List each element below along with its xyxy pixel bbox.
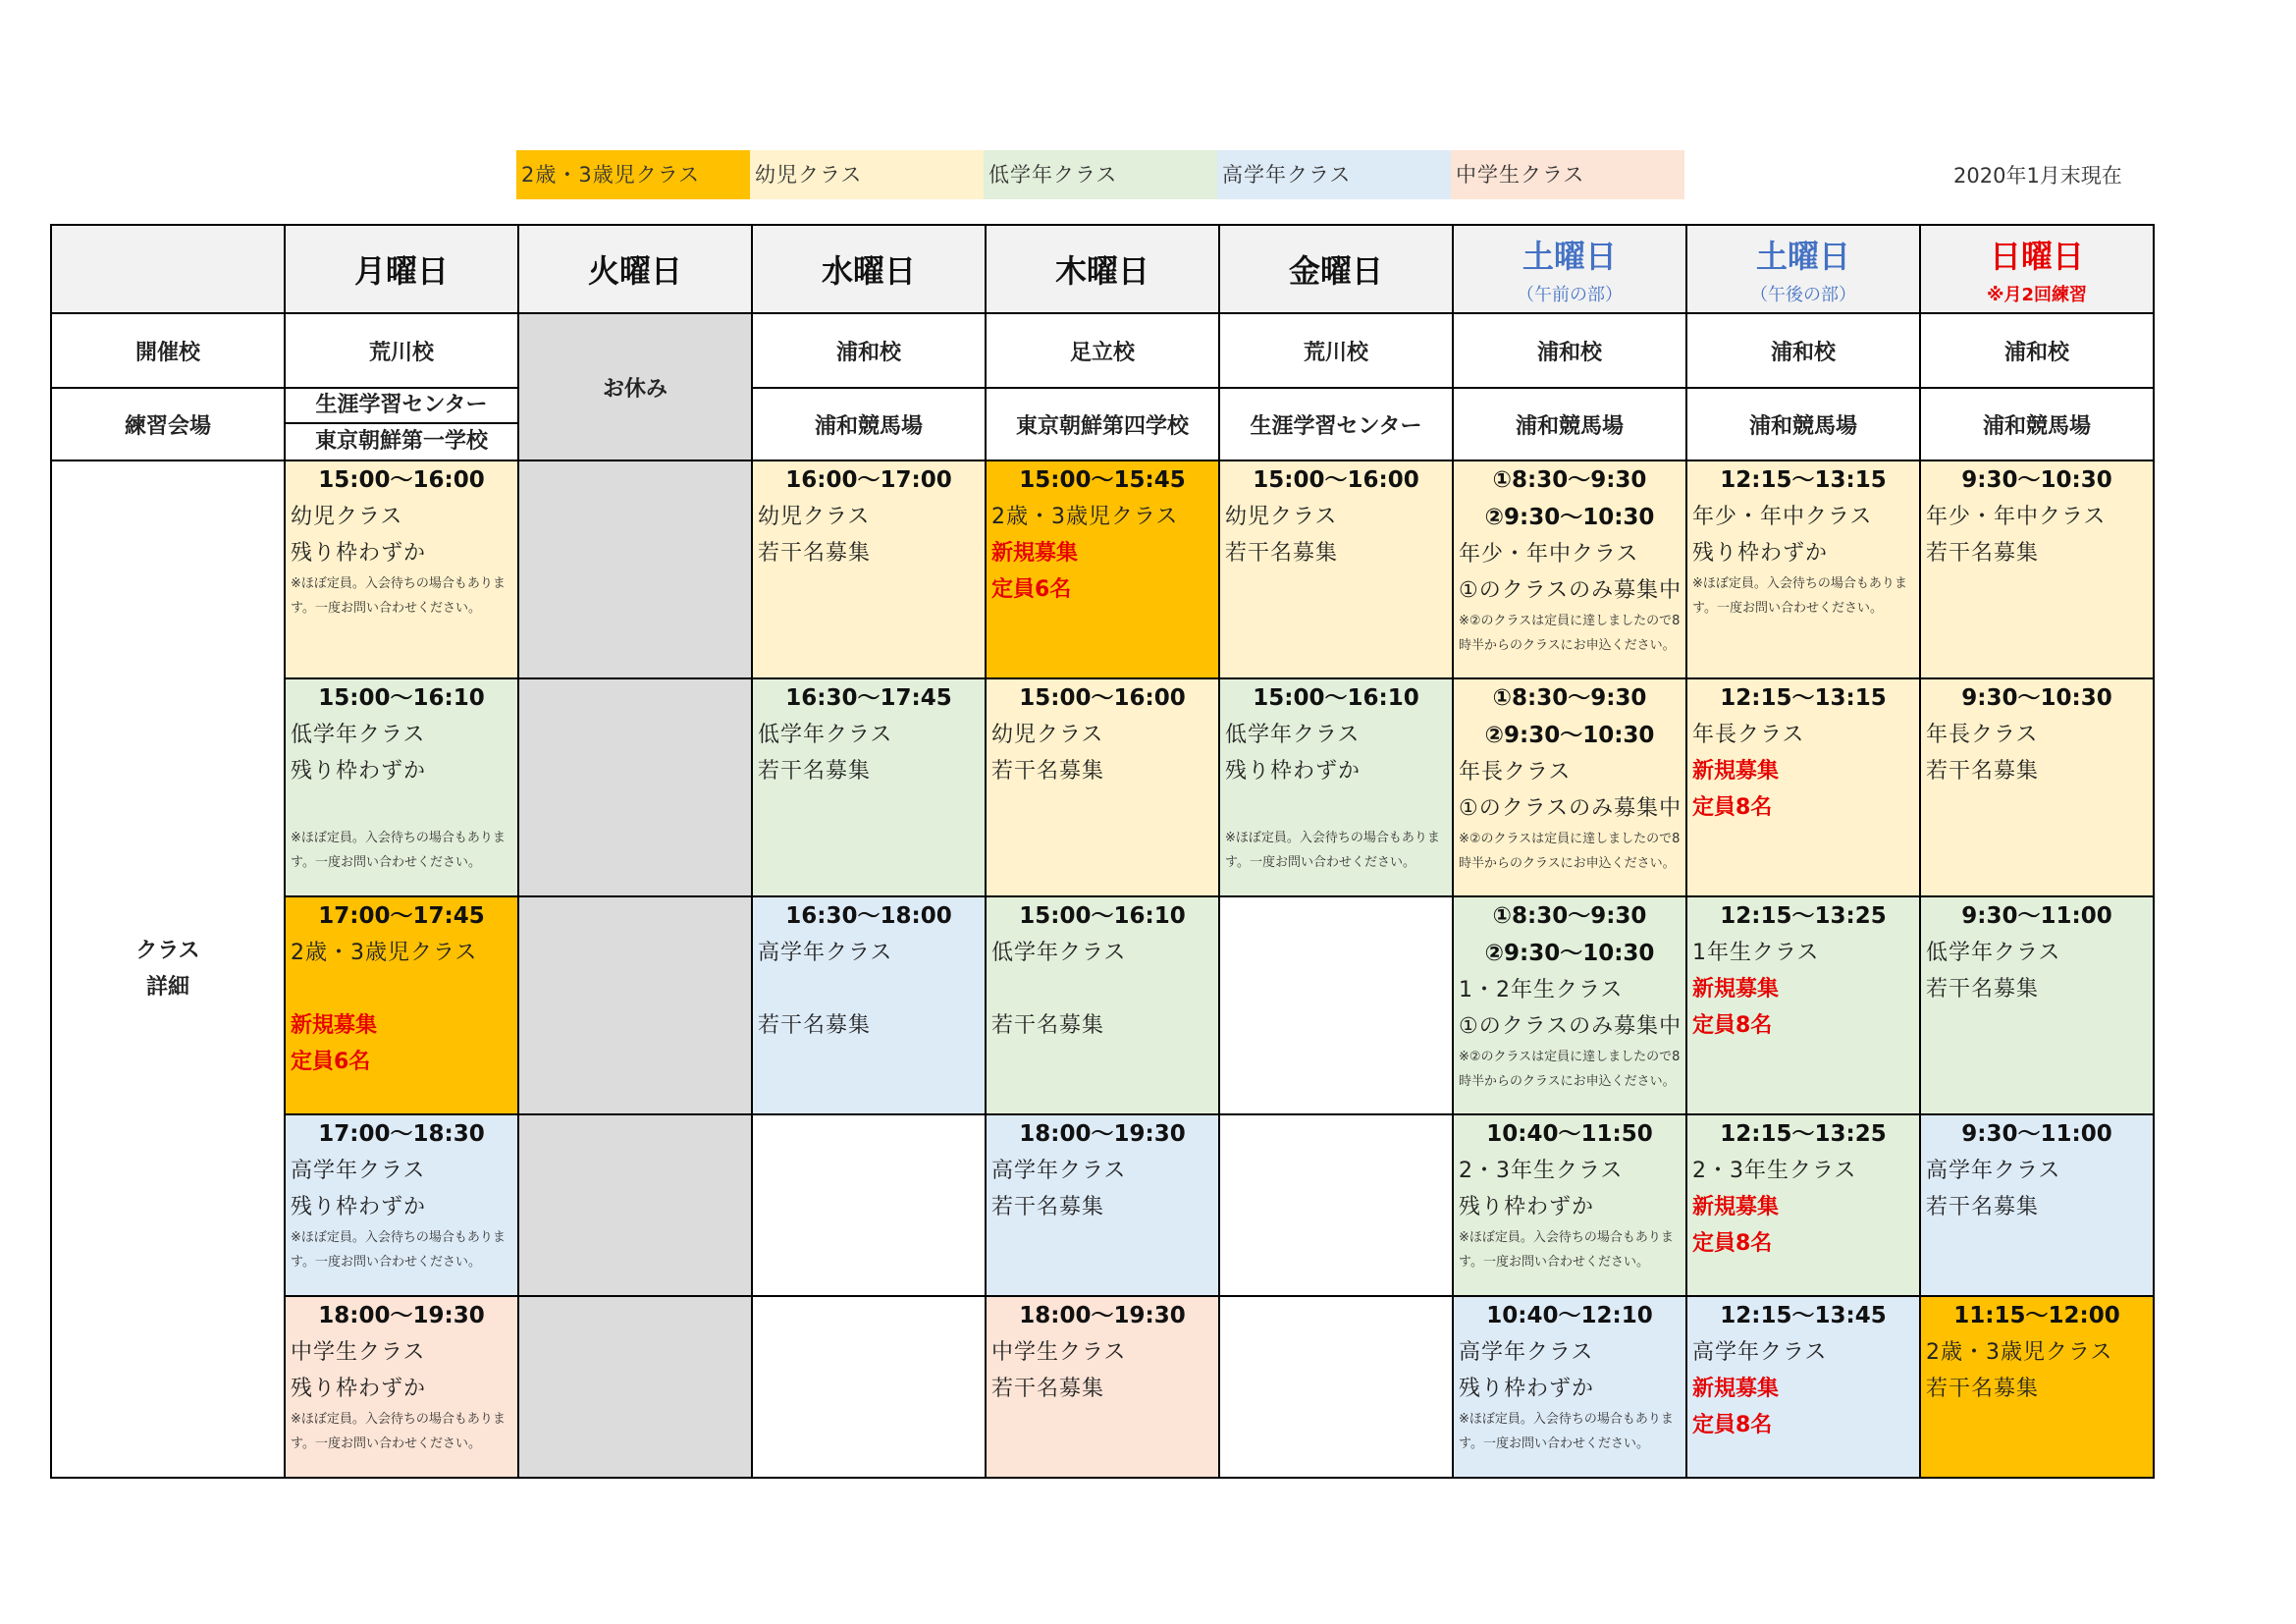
class-cell-mon-1 <box>285 460 518 678</box>
school-sat-pm: 浦和校 <box>1686 313 1920 388</box>
school-fri: 荒川校 <box>1219 313 1453 388</box>
legend-item-toddler: 2歳・3歳児クラス <box>516 150 750 199</box>
class-status: 若干名募集 <box>758 541 872 566</box>
venue-sun: 浦和競馬場 <box>1920 388 2154 460</box>
class-new-recruit: 新規募集 <box>1692 1377 1780 1401</box>
class-name: 高学年クラス <box>1926 1159 2061 1183</box>
class-name: 幼児クラス <box>991 723 1104 747</box>
class-new-recruit: 新規募集 <box>1692 1195 1780 1219</box>
class-name: 高学年クラス <box>1459 1340 1594 1365</box>
class-status: 若干名募集 <box>991 1013 1105 1038</box>
school-sun: 浦和校 <box>1920 313 2154 388</box>
class-cell-sun-5 <box>1920 1296 2154 1478</box>
class-row-1 <box>51 460 2154 678</box>
day-header-row <box>51 225 2154 313</box>
day-name: 火曜日 <box>587 252 682 290</box>
class-cell-sat-am-5 <box>1453 1296 1686 1478</box>
school-wed: 浦和校 <box>752 313 986 388</box>
venue-row <box>51 388 2154 460</box>
day-name: 木曜日 <box>1054 252 1149 290</box>
class-cell-sat-am-2 <box>1453 678 1686 896</box>
class-name: 低学年クラス <box>291 723 426 747</box>
venue-mon <box>285 388 518 460</box>
class-status: 残り枠わずか <box>1225 759 1362 784</box>
class-name: 年長クラス <box>1926 723 2039 747</box>
day-name: 金曜日 <box>1288 252 1383 290</box>
class-status: 若干名募集 <box>1926 541 2040 566</box>
class-new-recruit: 新規募集 <box>991 541 1079 566</box>
class-status: 残り枠わずか <box>291 759 427 784</box>
header-corner <box>51 225 285 313</box>
class-status: 残り枠わずか <box>1692 541 1829 566</box>
venue-mon-2: 東京朝鮮第一学校 <box>314 429 488 454</box>
class-cell-sat-am-1 <box>1453 460 1686 678</box>
class-note: ※ほぼ定員。入会待ちの場合もあります。一度お問い合わせください。 <box>1459 1412 1674 1451</box>
class-capacity: 定員8名 <box>1692 1013 1773 1038</box>
class-time: 15:00〜16:10 <box>1019 903 1186 929</box>
class-name: 年少・年中クラス <box>1692 505 1873 529</box>
class-name: 1年生クラス <box>1692 941 1820 965</box>
class-name: 中学生クラス <box>991 1340 1127 1365</box>
day-header-tue <box>518 225 752 313</box>
legend-item-lower-grade: 低学年クラス <box>984 150 1217 199</box>
class-status: 若干名募集 <box>991 759 1105 784</box>
row-label-class-detail <box>51 460 285 1478</box>
class-capacity: 定員6名 <box>991 577 1072 602</box>
weekly-class-schedule <box>50 224 2155 1479</box>
class-cell-fri-5 <box>1219 1296 1453 1478</box>
class-cell-tue-5 <box>518 1296 752 1478</box>
day-name: 土曜日 <box>1755 238 1850 275</box>
class-cell-sat-pm-3 <box>1686 896 1920 1114</box>
class-status: 若干名募集 <box>758 759 872 784</box>
class-time-2: ②9:30〜10:30 <box>1484 505 1655 530</box>
class-status: 若干名募集 <box>991 1377 1105 1401</box>
class-time: 11:15〜12:00 <box>1953 1303 2120 1328</box>
class-time: 15:00〜16:10 <box>318 685 485 711</box>
day-header-thu <box>986 225 1219 313</box>
class-cell-wed-4 <box>752 1114 986 1296</box>
class-cell-sat-pm-1 <box>1686 460 1920 678</box>
class-time: 15:00〜16:00 <box>318 467 485 493</box>
class-name: 2・3年生クラス <box>1459 1159 1624 1183</box>
class-status: 若干名募集 <box>1225 541 1339 566</box>
class-time: 9:30〜10:30 <box>1961 685 2112 711</box>
class-status: 残り枠わずか <box>291 1377 427 1401</box>
class-note: ※ほぼ定員。入会待ちの場合もあります。一度お問い合わせください。 <box>291 831 506 870</box>
class-name: 低学年クラス <box>758 723 893 747</box>
class-name: 高学年クラス <box>291 1159 426 1183</box>
row-label-class: クラス <box>135 939 200 963</box>
venue-fri: 生涯学習センター <box>1219 388 1453 460</box>
class-name: 2歳・3歳児クラス <box>991 505 1179 529</box>
legend-item-infant: 幼児クラス <box>750 150 984 199</box>
class-time: 9:30〜10:30 <box>1961 467 2112 493</box>
class-time: 18:00〜19:30 <box>1019 1303 1186 1328</box>
class-cell-wed-2 <box>752 678 986 896</box>
class-name: 幼児クラス <box>1225 505 1338 529</box>
class-name: 2・3年生クラス <box>1692 1159 1857 1183</box>
class-note: ※ほぼ定員。入会待ちの場合もあります。一度お問い合わせください。 <box>1692 576 1907 616</box>
class-status: 若干名募集 <box>1926 1377 2040 1401</box>
class-capacity: 定員6名 <box>291 1050 371 1074</box>
class-new-recruit: 新規募集 <box>291 1013 378 1038</box>
day-header-sat-am <box>1453 225 1686 313</box>
class-cell-thu-3 <box>986 896 1219 1114</box>
school-row <box>51 313 2154 388</box>
row-label-school: 開催校 <box>51 313 285 388</box>
class-time: 18:00〜19:30 <box>318 1303 485 1328</box>
class-new-recruit: 新規募集 <box>1692 977 1780 1001</box>
class-status: 残り枠わずか <box>1459 1195 1595 1219</box>
class-cell-mon-5 <box>285 1296 518 1478</box>
class-status: 若干名募集 <box>1926 759 2040 784</box>
school-sat-am: 浦和校 <box>1453 313 1686 388</box>
class-row-4 <box>51 1114 2154 1296</box>
class-capacity: 定員8名 <box>1692 1231 1773 1256</box>
class-note: ※ほぼ定員。入会待ちの場合もあります。一度お問い合わせください。 <box>291 576 506 616</box>
day-sub: （午前の部） <box>1517 285 1623 305</box>
venue-thu: 東京朝鮮第四学校 <box>986 388 1219 460</box>
class-note: ※ほぼ定員。入会待ちの場合もあります。一度お問い合わせください。 <box>291 1412 506 1451</box>
class-row-2 <box>51 678 2154 896</box>
class-name: 年長クラス <box>1459 760 1572 785</box>
class-time: 18:00〜19:30 <box>1019 1121 1186 1147</box>
class-status: 若干名募集 <box>1926 1195 2040 1219</box>
as-of-date: 2020年1月末現在 <box>1953 164 2122 188</box>
legend-item-junior-high: 中学生クラス <box>1451 150 1684 199</box>
row-label-venue: 練習会場 <box>51 388 285 460</box>
class-time: 12:15〜13:15 <box>1720 685 1887 711</box>
class-cell-tue-2 <box>518 678 752 896</box>
class-status: 残り枠わずか <box>1459 1377 1595 1401</box>
venue-sat-am: 浦和競馬場 <box>1453 388 1686 460</box>
class-cell-sat-am-4 <box>1453 1114 1686 1296</box>
class-cell-sun-2 <box>1920 678 2154 896</box>
class-cell-thu-4 <box>986 1114 1219 1296</box>
class-color-legend <box>516 150 1684 199</box>
class-new-recruit: 新規募集 <box>1692 759 1780 784</box>
class-cell-sat-pm-5 <box>1686 1296 1920 1478</box>
tuesday-closed: お休み <box>518 313 752 460</box>
class-cell-sun-4 <box>1920 1114 2154 1296</box>
class-note: ※ほぼ定員。入会待ちの場合もあります。一度お問い合わせください。 <box>291 1230 506 1270</box>
school-mon: 荒川校 <box>285 313 518 388</box>
day-header-fri <box>1219 225 1453 313</box>
class-name: 低学年クラス <box>1225 723 1361 747</box>
class-time: 12:15〜13:15 <box>1720 467 1887 493</box>
venue-mon-1: 生涯学習センター <box>286 389 517 424</box>
class-capacity: 定員8名 <box>1692 1413 1773 1437</box>
class-status: 若干名募集 <box>1926 977 2040 1001</box>
class-name: 低学年クラス <box>991 941 1127 965</box>
class-status: 残り枠わずか <box>291 1195 427 1219</box>
day-header-mon <box>285 225 518 313</box>
class-time: 12:15〜13:25 <box>1720 1121 1887 1147</box>
class-cell-fri-4 <box>1219 1114 1453 1296</box>
class-note: ※ほぼ定員。入会待ちの場合もあります。一度お問い合わせください。 <box>1225 831 1440 870</box>
class-time-2: ②9:30〜10:30 <box>1484 941 1655 966</box>
class-row-3 <box>51 896 2154 1114</box>
class-cell-mon-3 <box>285 896 518 1114</box>
class-time: 10:40〜11:50 <box>1486 1121 1653 1147</box>
class-cell-thu-5 <box>986 1296 1219 1478</box>
class-cell-tue-3 <box>518 896 752 1114</box>
class-time-2: ②9:30〜10:30 <box>1484 723 1655 748</box>
class-name: 幼児クラス <box>758 505 871 529</box>
class-time: 15:00〜15:45 <box>1019 467 1186 493</box>
class-time-1: ①8:30〜9:30 <box>1492 467 1647 493</box>
class-cell-fri-3 <box>1219 896 1453 1114</box>
day-name: 土曜日 <box>1522 238 1617 275</box>
class-time: 16:00〜17:00 <box>785 467 952 493</box>
class-time: 16:30〜18:00 <box>785 903 952 929</box>
class-cell-tue-4 <box>518 1114 752 1296</box>
day-name: 日曜日 <box>1989 238 2084 275</box>
class-row-5 <box>51 1296 2154 1478</box>
class-cell-sat-pm-2 <box>1686 678 1920 896</box>
class-name: 低学年クラス <box>1926 941 2061 965</box>
class-cell-thu-2 <box>986 678 1219 896</box>
class-time: 12:15〜13:45 <box>1720 1303 1887 1328</box>
day-name: 月曜日 <box>353 252 449 290</box>
class-cell-sun-3 <box>1920 896 2154 1114</box>
class-cell-sun-1 <box>1920 460 2154 678</box>
venue-sat-pm: 浦和競馬場 <box>1686 388 1920 460</box>
class-name: 年少・年中クラス <box>1459 542 1639 567</box>
class-time: 9:30〜11:00 <box>1961 903 2112 929</box>
day-header-sat-pm <box>1686 225 1920 313</box>
day-name: 水曜日 <box>821 252 916 290</box>
class-status: ①のクラスのみ募集中 <box>1459 1014 1682 1039</box>
class-status: 若干名募集 <box>758 1013 872 1038</box>
class-cell-sat-pm-4 <box>1686 1114 1920 1296</box>
class-name: 1・2年生クラス <box>1459 978 1624 1002</box>
row-label-detail: 詳細 <box>145 975 189 1000</box>
class-name: 高学年クラス <box>991 1159 1127 1183</box>
venue-wed: 浦和競馬場 <box>752 388 986 460</box>
day-header-sun <box>1920 225 2154 313</box>
class-cell-wed-1 <box>752 460 986 678</box>
class-note: ※②のクラスは定員に達しましたので8時半からのクラスにお申込ください。 <box>1459 1050 1681 1089</box>
class-name: 年長クラス <box>1692 723 1805 747</box>
class-time-1: ①8:30〜9:30 <box>1492 903 1647 929</box>
class-capacity: 定員8名 <box>1692 795 1773 820</box>
class-cell-wed-3 <box>752 896 986 1114</box>
class-cell-wed-5 <box>752 1296 986 1478</box>
class-time: 12:15〜13:25 <box>1720 903 1887 929</box>
class-time: 10:40〜12:10 <box>1486 1303 1653 1328</box>
class-cell-thu-1 <box>986 460 1219 678</box>
day-header-wed <box>752 225 986 313</box>
class-name: 幼児クラス <box>291 505 403 529</box>
class-name: 年少・年中クラス <box>1926 505 2107 529</box>
class-time: 15:00〜16:00 <box>1253 467 1419 493</box>
class-time-1: ①8:30〜9:30 <box>1492 685 1647 711</box>
class-cell-mon-4 <box>285 1114 518 1296</box>
class-time: 15:00〜16:00 <box>1019 685 1186 711</box>
class-name: 中学生クラス <box>291 1340 426 1365</box>
class-time: 15:00〜16:10 <box>1253 685 1419 711</box>
day-sub: ※月2回練習 <box>1986 285 2088 305</box>
class-cell-mon-2 <box>285 678 518 896</box>
class-name: 2歳・3歳児クラス <box>1926 1340 2113 1365</box>
class-status: 残り枠わずか <box>291 541 427 566</box>
class-note: ※②のクラスは定員に達しましたので8時半からのクラスにお申込ください。 <box>1459 614 1681 653</box>
legend-item-upper-grade: 高学年クラス <box>1217 150 1451 199</box>
class-time: 17:00〜17:45 <box>318 903 485 929</box>
school-thu: 足立校 <box>986 313 1219 388</box>
class-cell-fri-2 <box>1219 678 1453 896</box>
class-cell-tue-1 <box>518 460 752 678</box>
class-name: 高学年クラス <box>758 941 893 965</box>
class-status: 若干名募集 <box>991 1195 1105 1219</box>
day-sub: （午後の部） <box>1750 285 1856 305</box>
class-cell-sat-am-3 <box>1453 896 1686 1114</box>
class-time: 16:30〜17:45 <box>785 685 952 711</box>
class-time: 9:30〜11:00 <box>1961 1121 2112 1147</box>
class-status: ①のクラスのみ募集中 <box>1459 578 1682 603</box>
class-status: ①のクラスのみ募集中 <box>1459 796 1682 821</box>
class-time: 17:00〜18:30 <box>318 1121 485 1147</box>
class-note: ※ほぼ定員。入会待ちの場合もあります。一度お問い合わせください。 <box>1459 1230 1674 1270</box>
class-cell-fri-1 <box>1219 460 1453 678</box>
class-name: 高学年クラス <box>1692 1340 1828 1365</box>
class-note: ※②のクラスは定員に達しましたので8時半からのクラスにお申込ください。 <box>1459 832 1681 871</box>
class-name: 2歳・3歳児クラス <box>291 941 478 965</box>
